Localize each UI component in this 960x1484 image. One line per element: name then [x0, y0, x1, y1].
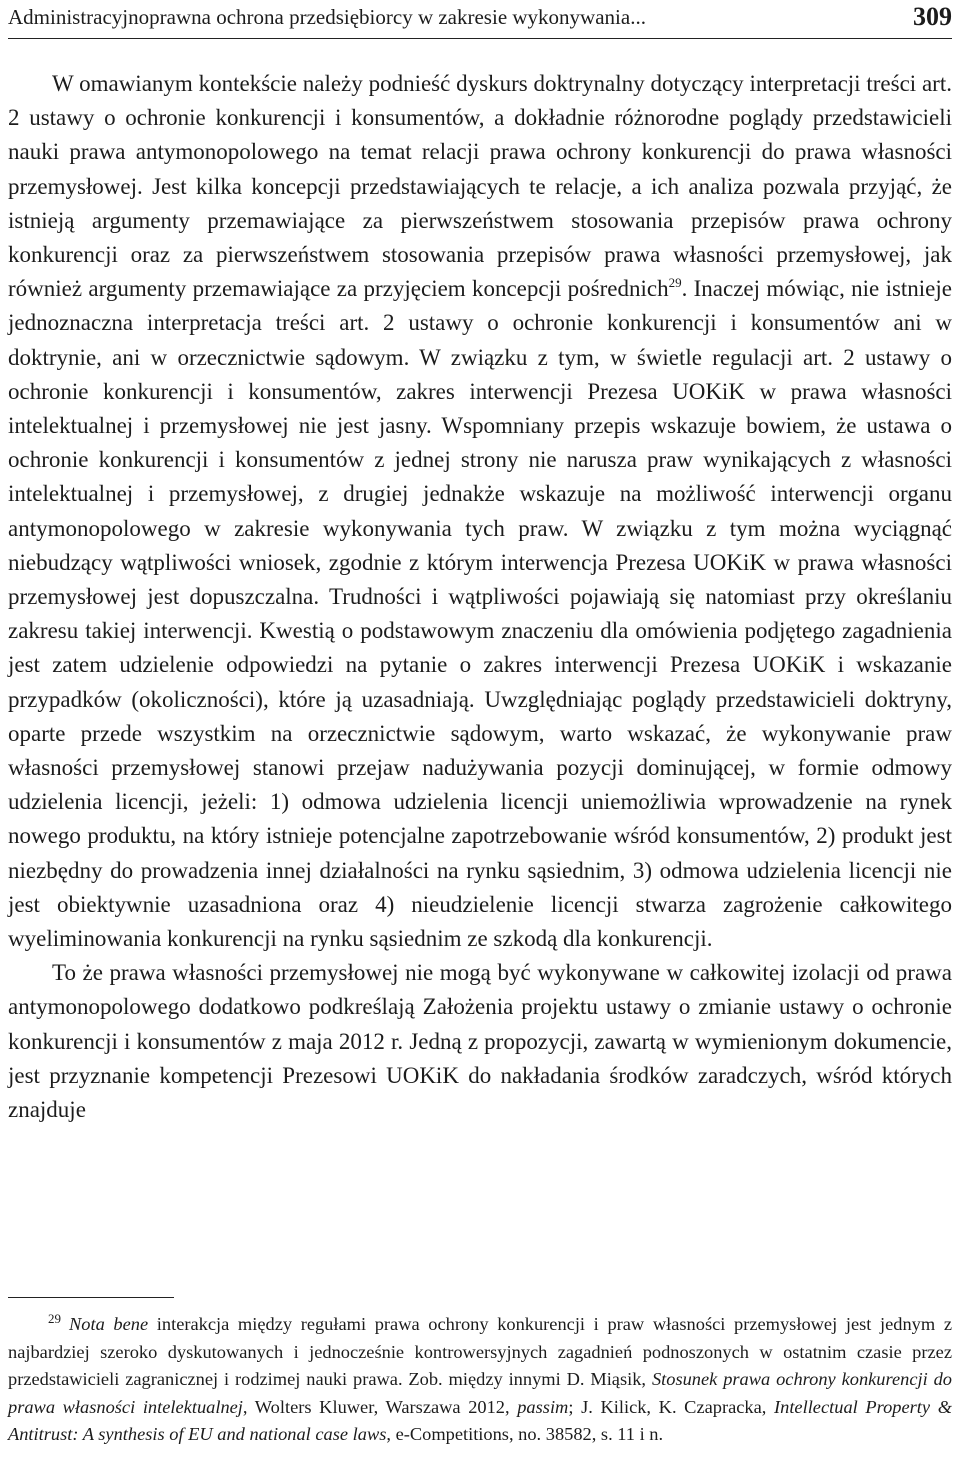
main-text: [8, 67, 952, 1127]
footnote-text-2: , Wolters Kluwer, Warszawa 2012,: [242, 1396, 518, 1417]
footnote-text-1: interakcja między regułami prawa ochrony konkurencji i praw własności przemysłowej jest jednym z najbardziej szeroko dyskutowanych i jednocześnie kontrowersyjnych zagadnień podnoszonych w ostatnim czasie przez przedstawicieli zagranicznej i rodzimej nauki prawa. Zob. między innymi D. Miąsik,: [8, 1314, 952, 1390]
footnote-italic-3: passim: [517, 1396, 569, 1417]
paragraph-1-part-b: . Inaczej mówiąc, nie istnieje jednoznaczna interpretacja treści art. 2 ustawy o ochronie konkurencji i konsumentów ani w doktrynie, ani w orzecznictwie sądowym. W związku z tym, w świetle regulacji art. 2 ustawy o ochronie konkurencji i konsumentów, zakres interwencji Prezesa UOKiK w prawa własności intelektualnej i przemysłowej nie jest jasny. Wspomniany przepis wskazuje bowiem, że ustawa o ochronie konkurencji i konsumentów z jednej strony nie narusza praw wynikających z własności intelektualnej i przemysłowej, z drugiej jednakże wskazuje na możliwość interwencji organu antymonopolowego w zakresie wykonywania tych praw. W związku z tym można wyciągnąć niebudzący wątpliwości wniosek, zgodnie z którym interwencja Prezesa UOKiK w prawa własności przemysłowej jest dopuszczalna. Trudności i wątpliwości pojawiają się natomiast przy określaniu zakresu takiej interwencji. Kwestią o podstawowym znaczeniu dla omówienia podjętego zagadnienia jest zatem udzielenie odpowiedzi na pytanie o zakres interwencji Prezesa UOKiK i wskazanie przypadków (okoliczności), które ją uzasadniają. Uwzględniając poglądy przedstawicieli doktryny, oparte przede wszystkim na orzecznictwie sądowym, warto wskazać, że wykonywanie praw własności przemysłowej stanowi przejaw nadużywania pozycji dominującej, w formie odmowy udzielenia licencji, jeżeli: 1) odmowa udzielenia licencji uniemożliwia wprowadzenie na rynek nowego produktu, na który istnieje potencjalne zapotrzebowanie wśród konsumentów, 2) produkt jest niezbędny do prowadzenia innej działalności na rynku sąsiednim, 3) odmowa udzielenia licencji nie jest obiektywnie uzasadniona oraz 4) nieudzielenie licencji stwarza zagrożenie całkowitego wyeliminowania konkurencji na rynku sąsiednim ze szkodą dla konkurencji.: [8, 276, 952, 952]
footnote-text: [8, 1311, 952, 1449]
footnote-reference[interactable]: 29: [668, 275, 682, 291]
running-title: Administracyjnoprawna ochrona przedsiębiorcy w zakresie wykonywania...: [8, 5, 646, 29]
footnote-italic-4: Intellectual Property & Antitrust: A synthesis of EU and national case laws: [8, 1396, 953, 1445]
paragraph-2: To że prawa własności przemysłowej nie mogą być wykonywane w całkowitej izolacji od prawa antymonopolowego dodatkowo podkreślają Założenia projektu ustawy o zmianie ustawy o ochronie konkurencji i konsumentów z maja 2012 r. Jedną z propozycji, zawartą w wymienionym dokumencie, jest przyznanie kompetencji Prezesowi UOKiK do nakładania środków zaradczych, wśród których znajduje: [8, 960, 952, 1123]
header-rule: [8, 38, 952, 39]
running-header: [8, 0, 952, 34]
paragraph-1: [8, 67, 952, 956]
footnote-number: 29: [48, 1311, 61, 1326]
paragraph-1-part-a: W omawianym kontekście należy podnieść dyskurs doktrynalny dotyczący interpretacji treści art. 2 ustawy o ochronie konkurencji i konsumentów, a dokładnie różnorodne poglądy przedstawicieli nauki prawa antymonopolowego na temat relacji prawa ochrony konkurencji do prawa własności przemysłowej. Jest kilka koncepcji przedstawiających te relacje, a ich analiza pozwala przyjąć, że istnieją argumenty przemawiające za pierwszeństwem stosowania przepisów prawa ochrony konkurencji oraz za pierwszeństwem stosowania przepisów prawa własności przemysłowej, jak również argumenty przemawiające za przyjęciem koncepcji pośrednich: [8, 71, 952, 302]
page-number: 309: [913, 2, 952, 31]
footnote-italic-1: Nota bene: [69, 1314, 149, 1334]
footnote-separator: [8, 1297, 174, 1298]
footnote-italic-2: Stosunek prawa ochrony konkurencji do prawa własności intelektualnej: [8, 1369, 952, 1417]
footnote-text-4: , e-Competitions, no. 38582, s. 11 i n.: [386, 1424, 664, 1445]
footnote-text-3: ; J. Kilick, K. Czapracka,: [568, 1396, 774, 1417]
footnote-29: [8, 1311, 952, 1449]
